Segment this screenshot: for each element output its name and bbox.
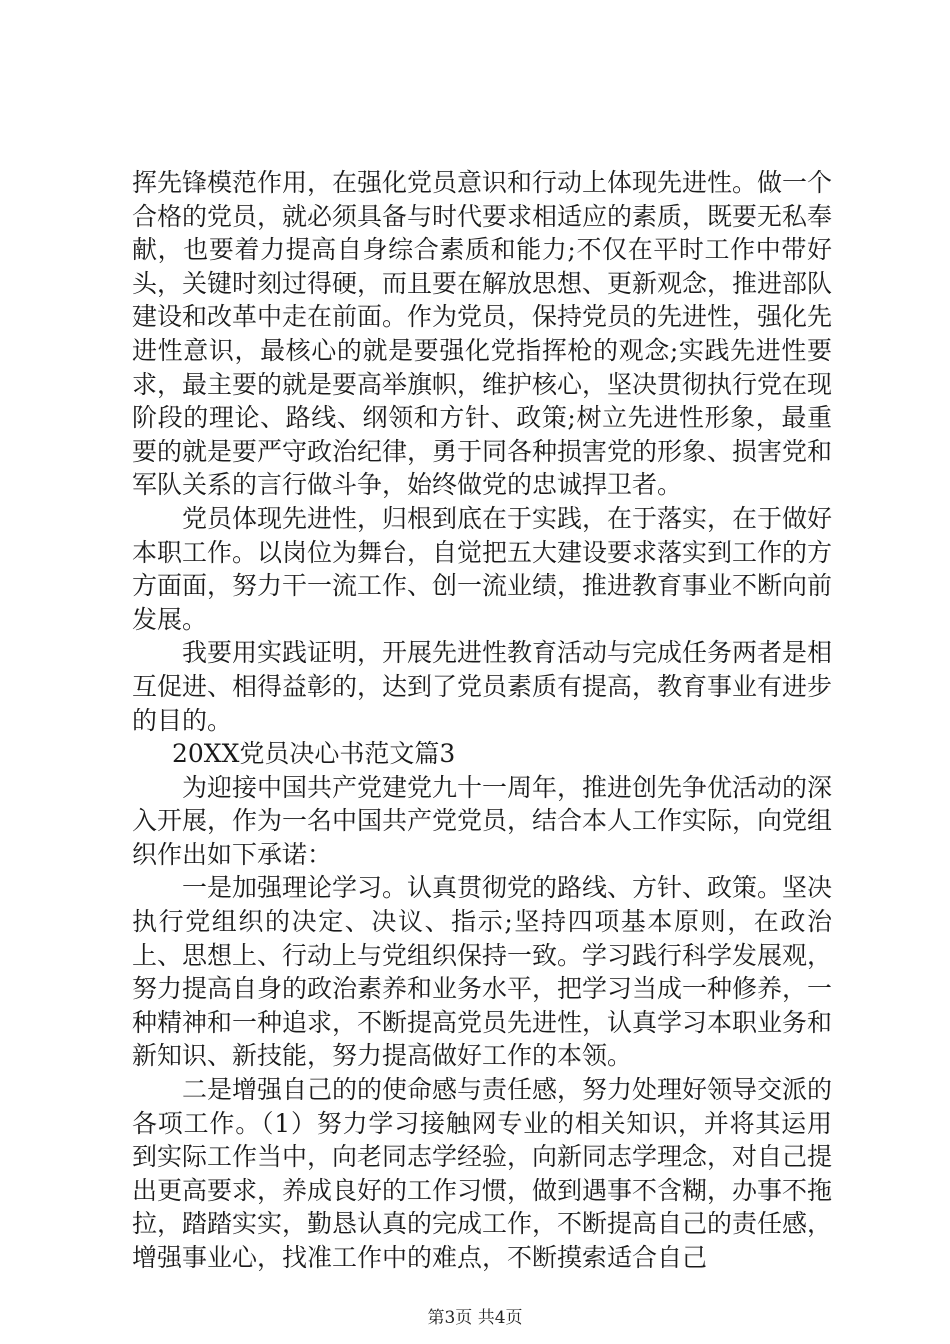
paragraph-1: 挥先锋模范作用，在强化党员意识和行动上体现先进性。做一个合格的党员，就必须具备与时代要求相适应的素质，既要无私奉献，也要着力提高自身综合素质和能力;不仅在平时工作中带好头，关键时刻过得硬，而且要在解放思想、更新观念，推进部队建设和改革中走在前面。作为党员，保持党员的先进性，强化先进性意识，最核心的就是要强化党指挥枪的观念;实践先进性要求，最主要的就是要高举旗帜，维护核心，坚决贯彻执行党在现阶段的理论、路线、纲领和方针、政策;树立先进性形象，最重要的就是要严守政治纪律，勇于同各种损害党的形象、损害党和军队关系的言行做斗争，始终做党的忠诚捍卫者。 [132,168,833,500]
page-footer [0,1303,950,1328]
document-body [132,166,832,1275]
paragraph-2: 党员体现先进性，归根到底在于实践，在于落实，在于做好本职工作。以岗位为舞台，自觉把五大建设要求落实到工作的方方面面，努力干一流工作、创一流业绩，推进教育事业不断向前发展。 [132,503,833,634]
paragraph-4: 为迎接中国共产党建党九十一周年，推进创先争优活动的深入开展，作为一名中国共产党党员，结合本人工作实际，向党组织作出如下承诺： [132,772,833,869]
page-number-label: 第3页 共4页 [427,1308,523,1328]
section-heading: 20XX党员决心书范文篇3 [172,739,456,769]
paragraph-5: 一是加强理论学习。认真贯彻党的路线、方针、政策。坚决执行党组织的决定、决议、指示;坚持四项基本原则，在政治上、思想上、行动上与党组织保持一致。学习践行科学发展观，努力提高自身的政治素养和业务水平，把学习当成一种修养，一种精神和一种追求，不断提高党员先进性，认真学习本职业务和新知识、新技能，努力提高做好工作的本领。 [132,873,833,1071]
paragraph-3: 我要用实践证明，开展先进性教育活动与完成任务两者是相互促进、相得益彰的，达到了党员素质有提高，教育事业有进步的目的。 [132,638,833,735]
paragraph-6: 二是增强自己的的使命感与责任感，努力处理好领导交派的各项工作。（1）努力学习接触网专业的相关知识，并将其运用到实际工作当中，向老同志学经验，向新同志学理念，对自己提出更高要求，养成良好的工作习惯，做到遇事不含糊，办事不拖拉，踏踏实实，勤恳认真的完成工作，不断提高自己的责任感，增强事业心，找准工作中的难点，不断摸索适合自己 [132,1075,833,1272]
